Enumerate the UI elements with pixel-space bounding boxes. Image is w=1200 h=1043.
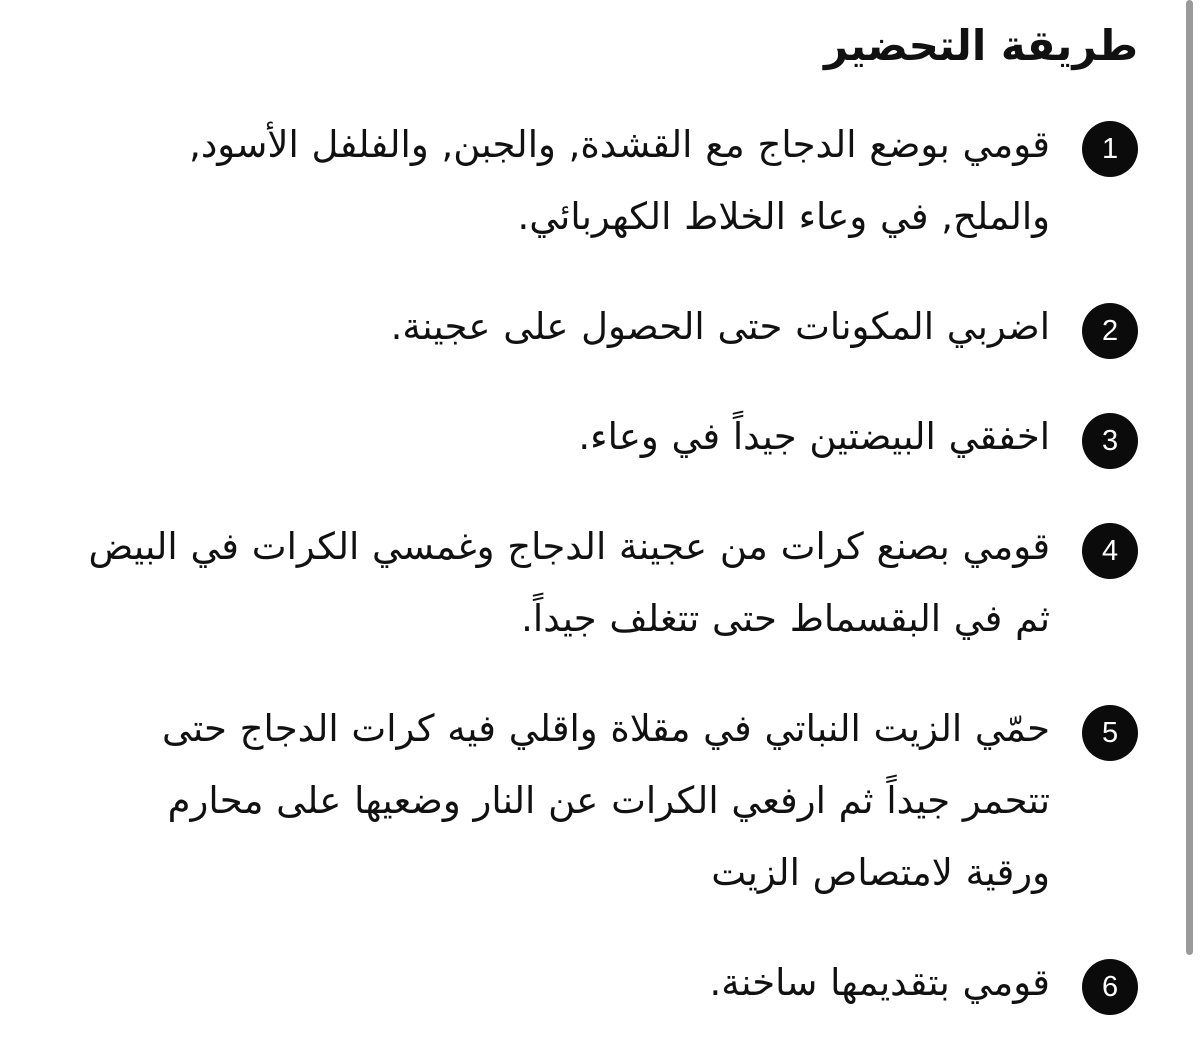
vertical-scrollbar[interactable] [1182, 0, 1200, 1043]
step-text: حمّي الزيت النباتي في مقلاة واقلي فيه كرات الدجاج حتى تتحمر جيداً ثم ارفعي الكرات عن النار وضعيها على محارم ورقية لامتصاص الزيت [161, 707, 1050, 895]
step-number-badge: 2 [1082, 303, 1138, 359]
step-item-5 [88, 693, 1138, 909]
step-number-badge: 6 [1082, 959, 1138, 1015]
step-item-6 [88, 947, 1138, 1019]
step-text: اخفقي البيضتين جيداً في وعاء. [578, 415, 1050, 459]
scrollbar-thumb[interactable] [1186, 0, 1193, 955]
step-text: اضربي المكونات حتى الحصول على عجينة. [390, 305, 1050, 349]
step-number-badge: 4 [1082, 523, 1138, 579]
step-text: قومي بصنع كرات من عجينة الدجاج وغمسي الكرات في البيض ثم في البقسماط حتى تتغلف جيداً. [88, 525, 1050, 641]
step-text: قومي بوضع الدجاج مع القشدة, والجبن, والفلفل الأسود, والملح, في وعاء الخلاط الكهربائي. [189, 123, 1050, 239]
steps-list [88, 109, 1138, 1019]
step-number-badge: 3 [1082, 413, 1138, 469]
preparation-section [88, 22, 1138, 1043]
step-item-3 [88, 401, 1138, 473]
step-item-2 [88, 291, 1138, 363]
step-item-1 [88, 109, 1138, 253]
step-text: قومي بتقديمها ساخنة. [709, 961, 1050, 1005]
step-number-badge: 1 [1082, 121, 1138, 177]
step-number-badge: 5 [1082, 705, 1138, 761]
step-item-4 [88, 511, 1138, 655]
section-title: طريقة التحضير [823, 21, 1138, 70]
